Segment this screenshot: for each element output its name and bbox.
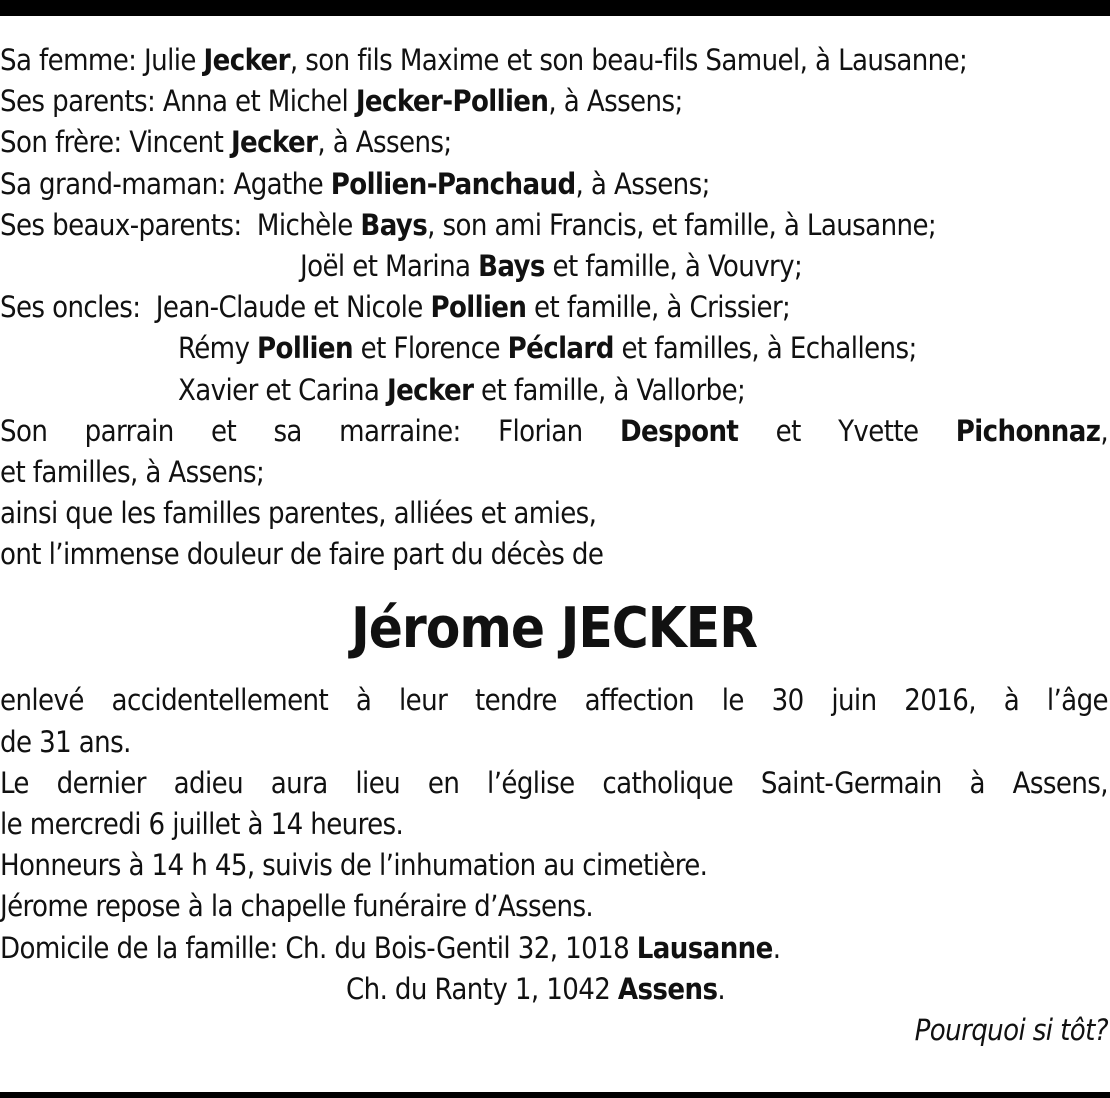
announcement-line: ont l’immense douleur de faire part du décès de (0, 537, 604, 572)
obituary-notice (0, 40, 1108, 1051)
body-line-funeral: Le dernier adieu aura lieu en l’église catholique Saint-Germain à Assens, (0, 765, 1108, 800)
family-line-grandmother: Sa grand-maman: Agathe Pollien-Panchaud, à Assens; (0, 166, 710, 201)
family-line-brother: Son frère: Vincent Jecker, à Assens; (0, 125, 452, 160)
body-line-honours: Honneurs à 14 h 45, suivis de l’inhumation au cimetière. (0, 848, 708, 883)
closing-line: Pourquoi si tôt? (914, 1012, 1108, 1047)
deceased-name: Jérome JECKER (351, 596, 757, 662)
family-line-wife: Sa femme: Julie Jecker, son fils Maxime et son beau-fils Samuel, à Lausanne; (0, 43, 968, 77)
family-line-uncles: Ses oncles: Jean-Claude et Nicole Pollien et famille, à Crissier; (0, 290, 791, 325)
family-line-parents: Ses parents: Anna et Michel Jecker-Pollien, à Assens; (0, 84, 683, 119)
family-line-in-laws: Ses beaux-parents: Michèle Bays, son ami Francis, et famille, à Lausanne; (0, 207, 937, 242)
family-line-relatives: ainsi que les familles parentes, alliées et amies, (0, 496, 597, 531)
body-line-funeral-date: le mercredi 6 juillet à 14 heures. (0, 807, 404, 841)
bottom-rule (0, 1092, 1110, 1098)
top-rule (0, 0, 1110, 16)
body-line-address-2: Ch. du Ranty 1, 1042 Assens. (346, 971, 726, 1006)
body-line-death: enlevé accidentellement à leur tendre affection le 30 juin 2016, à l’âge (0, 683, 1108, 718)
family-line-in-laws-2: Joël et Marina Bays et famille, à Vouvry; (300, 248, 803, 283)
body-line-address-1: Domicile de la famille: Ch. du Bois-Gentil 32, 1018 Lausanne. (0, 930, 781, 965)
body-line-chapel: Jérome repose à la chapelle funéraire d’Assens. (0, 889, 594, 924)
family-line-uncles-2: Rémy Pollien et Florence Péclard et familles, à Echallens; (178, 331, 917, 366)
body-line-age: de 31 ans. (0, 724, 131, 759)
family-line-godparents: Son parrain et sa marraine: Florian Despont et Yvette Pichonnaz, (0, 413, 1108, 448)
family-line-godparents-2: et familles, à Assens; (0, 454, 265, 489)
family-line-uncles-3: Xavier et Carina Jecker et famille, à Vallorbe; (178, 372, 746, 407)
